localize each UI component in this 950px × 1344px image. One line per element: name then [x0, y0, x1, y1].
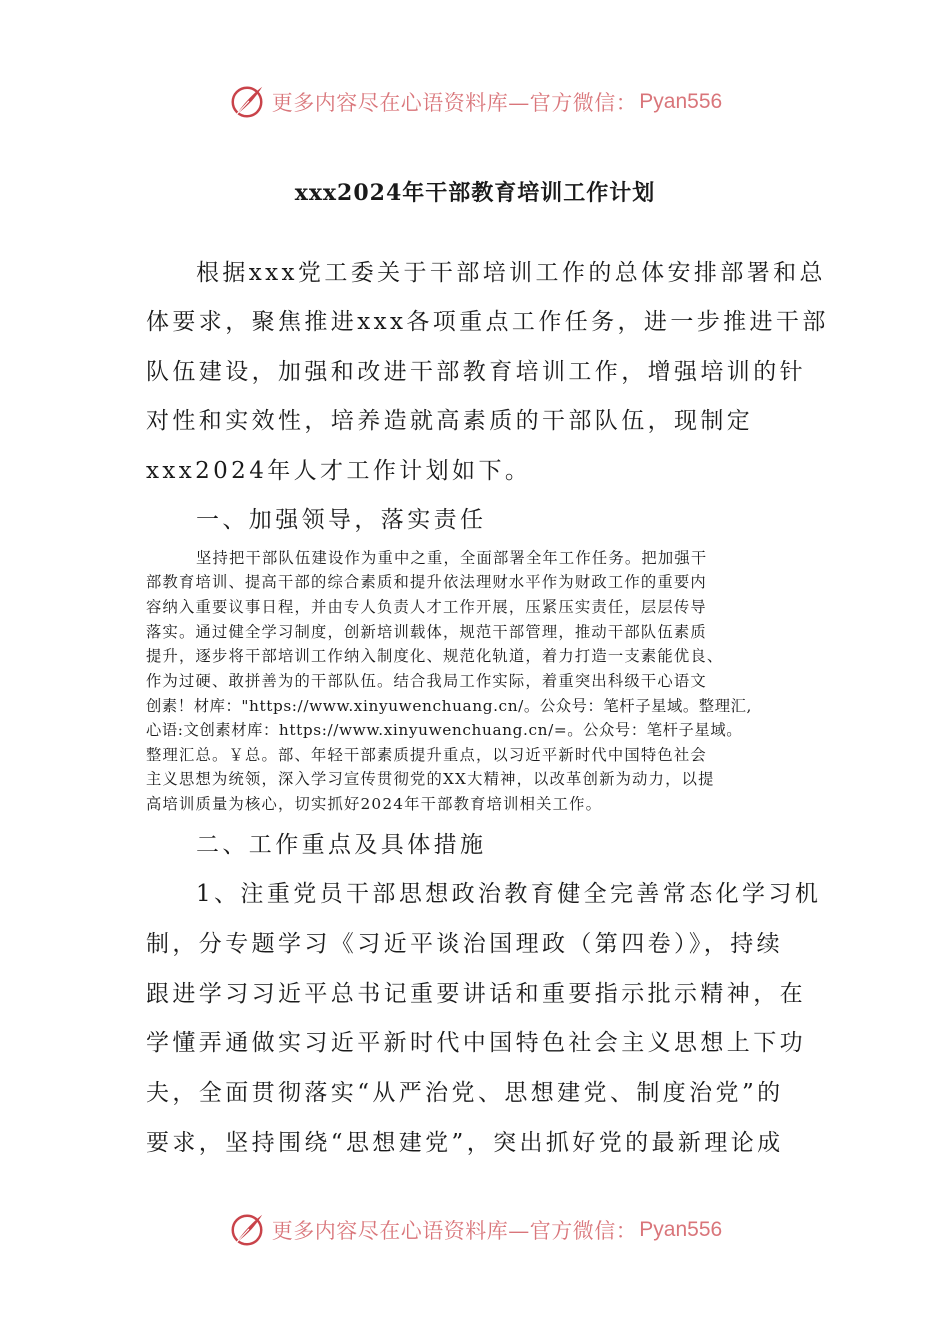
watermark-text: 更多内容尽在心语资料库—官方微信：	[271, 91, 638, 115]
section-2-line: 跟进学习习近平总书记重要讲话和重要指示批示精神，在	[146, 981, 806, 1007]
section-2-line: 学懂弄通做实习近平新时代中国特色社会主义思想上下功	[146, 1030, 806, 1056]
section-1-line: 坚持把干部队伍建设作为重中之重，全面部署全年工作任务。把加强干	[196, 549, 708, 567]
document-title: xxx2024年干部教育培训工作计划	[294, 180, 656, 206]
quill-pen-logo-icon	[228, 1211, 266, 1249]
intro-line: 体要求，聚焦推进xxx各项重点工作任务，进一步推进干部	[146, 309, 829, 335]
section-1-line: 整理汇总。￥总。部、年轻干部素质提升重点，以习近平新时代中国特色社会	[146, 746, 707, 764]
section-2-line: 夫，全面贯彻落实“从严治党、思想建党、制度治党”的	[146, 1080, 784, 1106]
section-1-line: 心语:文创素材库：https://www.xinyuwenchuang.cn/=。公众号：笔杆子星域。	[146, 721, 743, 739]
section-1-line: 作为过硬、敢拼善为的干部队伍。结合我局工作实际，着重突出科级干心语文	[146, 672, 707, 690]
section-1-line: 容纳入重要议事日程，并由专人负责人才工作开展，压紧压实责任，层层传导	[146, 598, 707, 616]
watermark-wechat-id: Pyan556	[639, 90, 723, 113]
section-1-line: 部教育培训、提高干部的综合素质和提升依法理财水平作为财政工作的重要内	[146, 573, 707, 591]
quill-pen-logo-icon	[228, 83, 266, 121]
intro-line: xxx2024年人才工作计划如下。	[146, 458, 532, 484]
intro-line: 队伍建设，加强和改进干部教育培训工作，增强培训的针	[146, 359, 806, 385]
section-1-line: 落实。通过健全学习制度，创新培训载体，规范干部管理，推动干部队伍素质	[146, 623, 707, 641]
intro-line: 对性和实效性，培养造就高素质的干部队伍，现制定	[146, 408, 754, 434]
section-2-line: 要求，坚持围绕“思想建党”，突出抓好党的最新理论成	[146, 1130, 784, 1156]
footer-watermark-banner	[0, 1208, 950, 1252]
section-heading-2: 二、工作重点及具体措施	[196, 832, 487, 858]
section-1-line: 高培训质量为核心，切实抓好2024年干部教育培训相关工作。	[146, 795, 603, 813]
watermark-text: 更多内容尽在心语资料库—官方微信：	[271, 1219, 638, 1243]
section-1-line: 提升，逐步将干部培训工作纳入制度化、规范化轨道，着力打造一支素能优良、	[146, 647, 724, 665]
watermark-wechat-id: Pyan556	[639, 1218, 723, 1241]
intro-line: 根据xxx党工委关于干部培训工作的总体安排部署和总	[196, 260, 826, 286]
section-1-line: 创素！材库："https://www.xinyuwenchuang.cn/。公众号：笔杆子星域。整理汇,	[146, 697, 752, 715]
header-watermark-banner	[0, 80, 950, 124]
section-2-line: 制，分专题学习《习近平谈治国理政（第四卷）》，持续	[146, 931, 783, 957]
section-2-line: 1、注重党员干部思想政治教育健全完善常态化学习机	[196, 881, 822, 907]
section-1-line: 主义思想为统领，深入学习宣传贯彻党的XX大精神，以改革创新为动力，以提	[146, 770, 715, 788]
section-heading-1: 一、加强领导，落实责任	[196, 507, 487, 533]
